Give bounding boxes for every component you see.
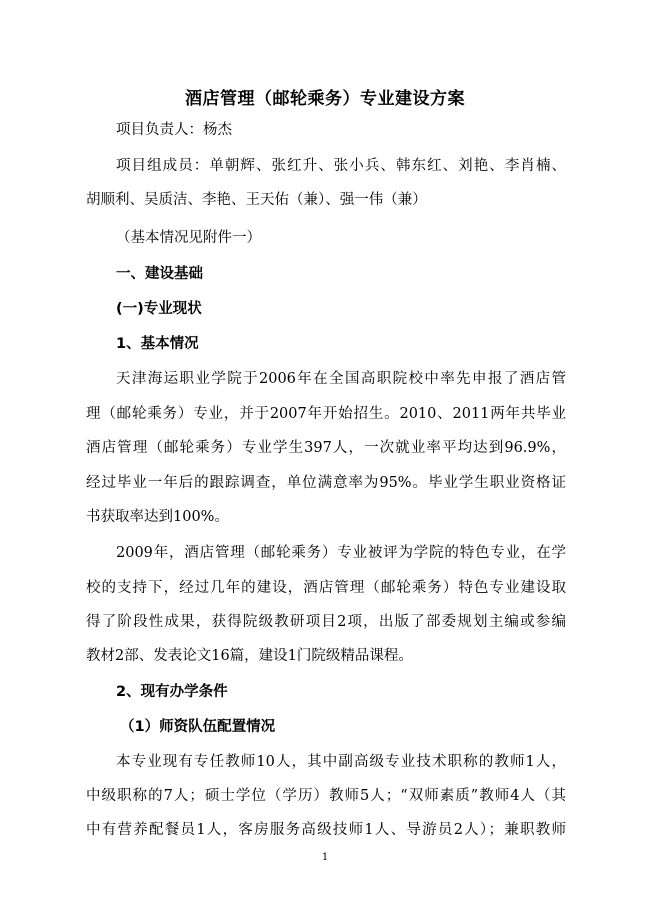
project-members-line-2: 胡顺利、吴质洁、李艳、王天佑（兼）、强一伟（兼） bbox=[86, 192, 427, 208]
project-members-line-1: 项目组成员：单朝辉、张红升、张小兵、韩东红、刘艳、李肖楠、 bbox=[116, 158, 566, 174]
paragraph-line: 教材2部、发表论文16篇，建设1门院级精品课程。 bbox=[86, 648, 413, 664]
paragraph-line: 中有营养配餐员1人，客房服务高级技师1人、导游员2人）；兼职教师 bbox=[86, 822, 566, 838]
page-number: 1 bbox=[321, 852, 329, 863]
item-heading-basic-situation: 1、基本情况 bbox=[116, 336, 199, 352]
paragraph-line: 中级职称的7人；硕士学位（学历）教师5人；“双师素质”教师4人（其 bbox=[86, 788, 566, 804]
paragraph-line: 书获取率达到100%。 bbox=[86, 509, 229, 525]
section-heading-construction-basis: 一、建设基础 bbox=[116, 266, 203, 282]
document-title: 酒店管理（邮轮乘务）专业建设方案 bbox=[185, 89, 465, 109]
subitem-heading-faculty: （1）师资队伍配置情况 bbox=[120, 719, 276, 735]
item-heading-school-conditions: 2、现有办学条件 bbox=[116, 684, 228, 700]
paragraph-line: 天津海运职业学院于2006年在全国高职院校中率先申报了酒店管 bbox=[116, 371, 566, 387]
paragraph-line: 得了阶段性成果，获得院级教研项目2项，出版了部委规划主编或参编 bbox=[86, 614, 566, 630]
paragraph-line: 酒店管理（邮轮乘务）专业学生397人，一次就业率平均达到96.9%， bbox=[86, 440, 566, 456]
project-leader: 项目负责人：杨杰 bbox=[116, 122, 232, 138]
paragraph-line: 经过毕业一年后的跟踪调查，单位满意率为95%。毕业学生职业资格证 bbox=[86, 475, 566, 491]
paragraph-line: 校的支持下，经过几年的建设，酒店管理（邮轮乘务）特色专业建设取 bbox=[86, 580, 566, 596]
paragraph-line: 2009年，酒店管理（邮轮乘务）专业被评为学院的特色专业，在学 bbox=[116, 545, 566, 561]
paragraph-line: 本专业现有专任教师10人，其中副高级专业技术职称的教师1人， bbox=[116, 754, 566, 770]
appendix-note: （基本情况见附件一） bbox=[116, 230, 261, 246]
subsection-heading-current-status: (一)专业现状 bbox=[116, 301, 202, 317]
paragraph-line: 理（邮轮乘务）专业，并于2007年开始招生。2010、2011两年共毕业 bbox=[86, 406, 566, 422]
